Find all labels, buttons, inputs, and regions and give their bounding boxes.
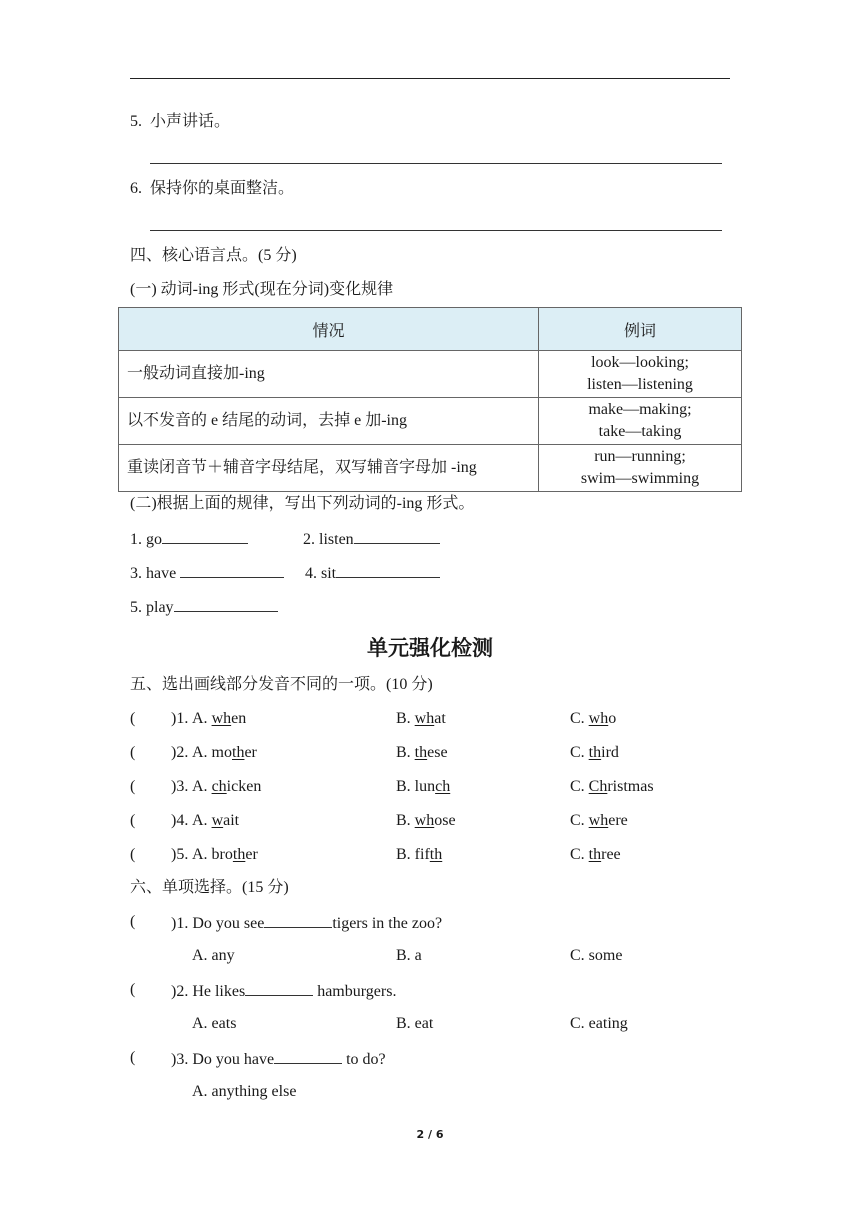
question-number: )1. <box>171 710 189 727</box>
option-c: C. third <box>570 744 619 761</box>
fill-listen: 2. listen <box>303 528 440 550</box>
option-a: A. chicken <box>192 778 262 795</box>
page-number: 2 / 6 <box>416 1128 444 1141</box>
option-b: B. eat <box>396 1015 434 1032</box>
mc-question-1: )1. Do you see tigers in the zoo? <box>171 912 442 934</box>
fill-go: 1. go <box>130 528 248 550</box>
ing-rules-table <box>118 307 742 492</box>
option-c: C. eating <box>570 1015 628 1032</box>
table-row <box>119 398 742 445</box>
underlined-letters: wh <box>211 710 232 727</box>
option-b: B. fifth <box>396 846 443 863</box>
option-c: C. Christmas <box>570 778 654 795</box>
section4-title: 四、核心语言点。(5 分) <box>130 247 297 264</box>
underlined-letters: ch <box>211 778 227 795</box>
paren-open: ( <box>130 744 136 761</box>
option-b: B. a <box>396 947 422 964</box>
underlined-letters: wh <box>588 812 609 829</box>
option-c: C. three <box>570 846 621 863</box>
underlined-letters: th <box>588 744 602 761</box>
blank-play[interactable] <box>174 596 278 612</box>
question-number: )2. <box>171 744 189 761</box>
underlined-letters: ch <box>435 778 451 795</box>
section4-sub2: (二)根据上面的规律，写出下列动词的-ing 形式。 <box>130 495 475 512</box>
unit-test-heading: 单元强化检测 <box>367 636 493 660</box>
example-cell: run—running; swim—swimming <box>539 445 742 492</box>
blank-q3[interactable] <box>274 1048 342 1064</box>
condition-cell: 以不发音的 e 结尾的动词，去掉 e 加-ing <box>119 398 539 445</box>
item-5: 5. 小声讲话。 <box>130 113 231 130</box>
condition-cell: 重读闭音节＋辅音字母结尾，双写辅音字母加 -ing <box>119 445 539 492</box>
underlined-letters: wh <box>414 812 435 829</box>
question-number: )3. <box>171 778 189 795</box>
blank-go[interactable] <box>162 528 248 544</box>
option-a: A. when <box>192 710 247 727</box>
blank-q2[interactable] <box>245 980 313 996</box>
section4-sub1: (一) 动词-ing 形式(现在分词)变化规律 <box>130 281 394 298</box>
option-b: B. lunch <box>396 778 451 795</box>
option-c: C. some <box>570 947 623 964</box>
underlined-letters: th <box>429 846 443 863</box>
section5-title: 五、选出画线部分发音不同的一项。(10 分) <box>130 676 433 693</box>
option-b: B. whose <box>396 812 456 829</box>
fill-have: 3. have <box>130 562 284 584</box>
mc-question-3: )3. Do you have to do? <box>171 1048 386 1070</box>
paren-open: ( <box>130 1049 136 1066</box>
fill-sit: 4. sit <box>305 562 440 584</box>
option-a: A. brother <box>192 846 258 863</box>
underlined-letters: th <box>588 846 602 863</box>
example-cell: make—making; take—taking <box>539 398 742 445</box>
underlined-letters: th <box>414 744 428 761</box>
underlined-letters: wh <box>588 710 609 727</box>
paren-open: ( <box>130 846 136 863</box>
underlined-letters: th <box>232 744 245 761</box>
blank-sit[interactable] <box>336 562 440 578</box>
header-rule <box>130 78 730 79</box>
option-a: A. mother <box>192 744 257 761</box>
option-a: A. eats <box>192 1015 237 1032</box>
blank-listen[interactable] <box>354 528 440 544</box>
blank-q1[interactable] <box>264 912 332 928</box>
answer-line-5[interactable] <box>150 163 722 164</box>
header-condition: 情况 <box>119 308 539 351</box>
blank-have[interactable] <box>180 562 284 578</box>
question-number: )5. <box>171 846 189 863</box>
option-c: C. where <box>570 812 628 829</box>
question-number: )4. <box>171 812 189 829</box>
option-b: B. these <box>396 744 448 761</box>
table-row <box>119 351 742 398</box>
paren-open: ( <box>130 981 136 998</box>
underlined-letters: wh <box>414 710 435 727</box>
table-header-row <box>119 308 742 351</box>
header-example: 例词 <box>539 308 742 351</box>
underlined-letters: Ch <box>588 778 608 795</box>
fill-play: 5. play <box>130 596 278 618</box>
condition-cell: 一般动词直接加-ing <box>119 351 539 398</box>
mc-question-2: )2. He likes hamburgers. <box>171 980 396 1002</box>
underlined-letters: th <box>232 846 246 863</box>
paren-open: ( <box>130 913 136 930</box>
item-6: 6. 保持你的桌面整洁。 <box>130 180 295 197</box>
table-row <box>119 445 742 492</box>
paren-open: ( <box>130 778 136 795</box>
option-a: A. wait <box>192 812 240 829</box>
option-a: A. any <box>192 947 235 964</box>
option-b: B. what <box>396 710 446 727</box>
answer-line-6[interactable] <box>150 230 722 231</box>
paren-open: ( <box>130 710 136 727</box>
paren-open: ( <box>130 812 136 829</box>
option-a: A. anything else <box>192 1083 297 1100</box>
section6-title: 六、单项选择。(15 分) <box>130 879 289 896</box>
option-c: C. who <box>570 710 617 727</box>
underlined-letters: w <box>211 812 224 829</box>
example-cell: look—looking; listen—listening <box>539 351 742 398</box>
